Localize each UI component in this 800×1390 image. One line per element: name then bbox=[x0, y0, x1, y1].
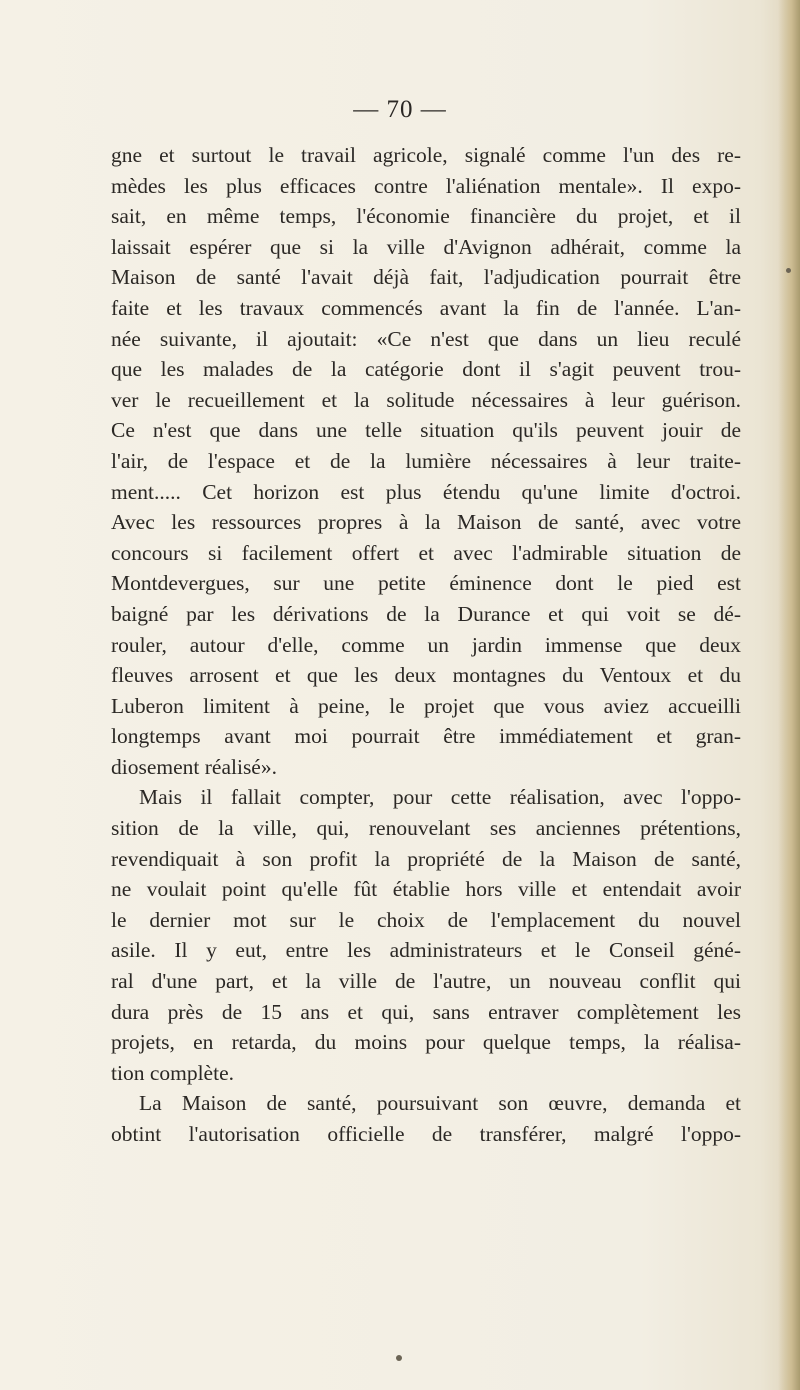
text-line: sait, en même temps, l'économie financière du projet, et il bbox=[111, 204, 741, 229]
text-line: ver le recueillement et la solitude nécessaires à leur guérison. bbox=[111, 387, 741, 412]
ink-speck bbox=[396, 1355, 402, 1361]
paragraph-start-line: La Maison de santé, poursuivant son œuvre, demanda et bbox=[139, 1091, 741, 1116]
text-line: Avec les ressources propres à la Maison de santé, avec votre bbox=[111, 510, 741, 535]
text-line: née suivante, il ajoutait: «Ce n'est que dans un lieu reculé bbox=[111, 326, 741, 351]
text-line: dura près de 15 ans et qui, sans entraver complètement les bbox=[111, 999, 741, 1024]
text-line: ment..... Cet horizon est plus étendu qu'une limite d'octroi. bbox=[111, 479, 741, 504]
text-line: que les malades de la catégorie dont il s'agit peuvent trou- bbox=[111, 357, 741, 382]
page-number: — 70 — bbox=[353, 96, 447, 123]
paragraph-start-line: Mais il fallait compter, pour cette réalisation, avec l'oppo- bbox=[139, 785, 741, 810]
text-line: ne voulait point qu'elle fût établie hors ville et entendait avoir bbox=[111, 877, 741, 902]
text-line: asile. Il y eut, entre les administrateurs et le Conseil géné- bbox=[111, 938, 741, 963]
ink-speck bbox=[786, 268, 791, 273]
text-line: laissait espérer que si la ville d'Avignon adhérait, comme la bbox=[111, 234, 741, 259]
paragraph-end-line: diosement réalisé». bbox=[111, 754, 277, 779]
text-line: ral d'une part, et la ville de l'autre, un nouveau conflit qui bbox=[111, 969, 741, 994]
text-line: longtemps avant moi pourrait être immédiatement et gran- bbox=[111, 724, 741, 749]
text-line: concours si facilement offert et avec l'admirable situation de bbox=[111, 540, 741, 565]
text-line: Montdevergues, sur une petite éminence dont le pied est bbox=[111, 571, 741, 596]
text-line: le dernier mot sur le choix de l'emplacement du nouvel bbox=[111, 907, 741, 932]
text-line: Maison de santé l'avait déjà fait, l'adjudication pourrait être bbox=[111, 265, 741, 290]
text-line: Luberon limitent à peine, le projet que vous aviez accueilli bbox=[111, 693, 741, 718]
text-line: Ce n'est que dans une telle situation qu'ils peuvent jouir de bbox=[111, 418, 741, 443]
text-line: faite et les travaux commencés avant la fin de l'année. L'an- bbox=[111, 295, 741, 320]
text-line: baigné par les dérivations de la Durance et qui voit se dé- bbox=[111, 601, 741, 626]
text-line: mèdes les plus efficaces contre l'aliénation mentale». Il expo- bbox=[111, 173, 741, 198]
body-text bbox=[111, 140, 741, 1150]
page-edge-shadow bbox=[778, 0, 800, 1390]
text-line: sition de la ville, qui, renouvelant ses anciennes prétentions, bbox=[111, 816, 741, 841]
text-line: obtint l'autorisation officielle de transférer, malgré l'oppo- bbox=[111, 1122, 741, 1146]
text-line: fleuves arrosent et que les deux montagnes du Ventoux et du bbox=[111, 663, 741, 688]
text-line: revendiquait à son profit la propriété de la Maison de santé, bbox=[111, 846, 741, 871]
paragraph-end-line: tion complète. bbox=[111, 1060, 234, 1085]
text-line: gne et surtout le travail agricole, signalé comme l'un des re- bbox=[111, 143, 741, 167]
text-line: l'air, de l'espace et de la lumière nécessaires à leur traite- bbox=[111, 448, 741, 473]
text-line: projets, en retarda, du moins pour quelque temps, la réalisa- bbox=[111, 1030, 741, 1055]
text-line: rouler, autour d'elle, comme un jardin immense que deux bbox=[111, 632, 741, 657]
